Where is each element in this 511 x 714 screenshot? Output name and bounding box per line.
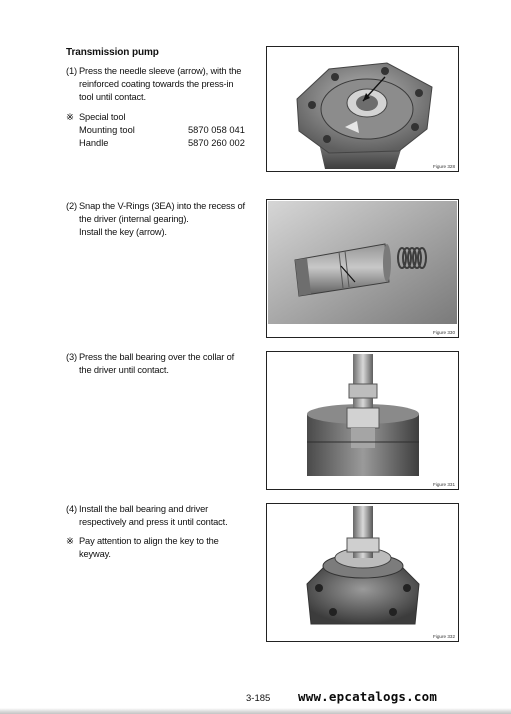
tool-name: Mounting tool [79,125,135,135]
figure-caption: Figure 330 [433,330,455,335]
note-line-2: keyway. [79,549,111,560]
step-2-line-3: Install the key (arrow). [79,227,167,238]
pump-housing-photo [267,47,458,171]
page-number: 3-185 [246,693,271,704]
step-3 [66,351,234,377]
step-number: (4) [66,504,77,514]
figure-caption: Figure 332 [433,634,455,639]
tool-code: 5870 260 002 [188,138,245,148]
step-1-line-2: reinforced coating towards the press-in [79,79,234,90]
note-line-1: Pay attention to align the key to the [79,536,219,546]
step-2 [66,200,245,240]
tool-name: Handle [79,138,109,148]
step-3-line-1: Press the ball bearing over the collar of [79,352,235,362]
step-number: (1) [66,66,77,76]
ball-bearing-photo [267,352,458,489]
figure-photo [266,46,459,172]
step-1-line-3: tool until contact. [79,92,146,103]
note-mark: ※ [66,112,74,122]
figure-caption: Figure 331 [433,482,455,487]
figure-photo [266,503,459,642]
special-tool-heading: Special tool [79,112,126,122]
step-4 [66,503,228,529]
step-4-line-1: Install the ball bearing and driver [79,504,209,514]
driver-and-spring-photo [267,200,458,337]
section-title: Transmission pump [66,47,159,58]
tool-code: 5870 058 041 [188,125,245,135]
note-mark: ※ [66,536,74,546]
step-1-line-1: Press the needle sleeve (arrow), with the [79,66,242,76]
attention-note [66,535,219,561]
step-number: (2) [66,201,77,211]
figure-caption: Figure 328 [433,164,455,169]
watermark: www.epcatalogs.com [298,689,438,704]
bearing-driver-installed-photo [267,504,458,641]
tool-row [79,124,259,138]
step-1 [66,65,241,105]
step-3-line-2: the driver until contact. [79,365,169,376]
step-2-line-1: Snap the V-Rings (3EA) into the recess of [79,201,245,211]
figure-photo [266,351,459,490]
special-tool-note [66,111,125,124]
page-edge [0,708,511,714]
tool-row [79,137,259,151]
step-2-line-2: the driver (internal gearing). [79,214,189,225]
step-4-line-2: respectively and press it until contact. [79,517,228,528]
step-number: (3) [66,352,77,362]
figure-photo [266,199,459,338]
